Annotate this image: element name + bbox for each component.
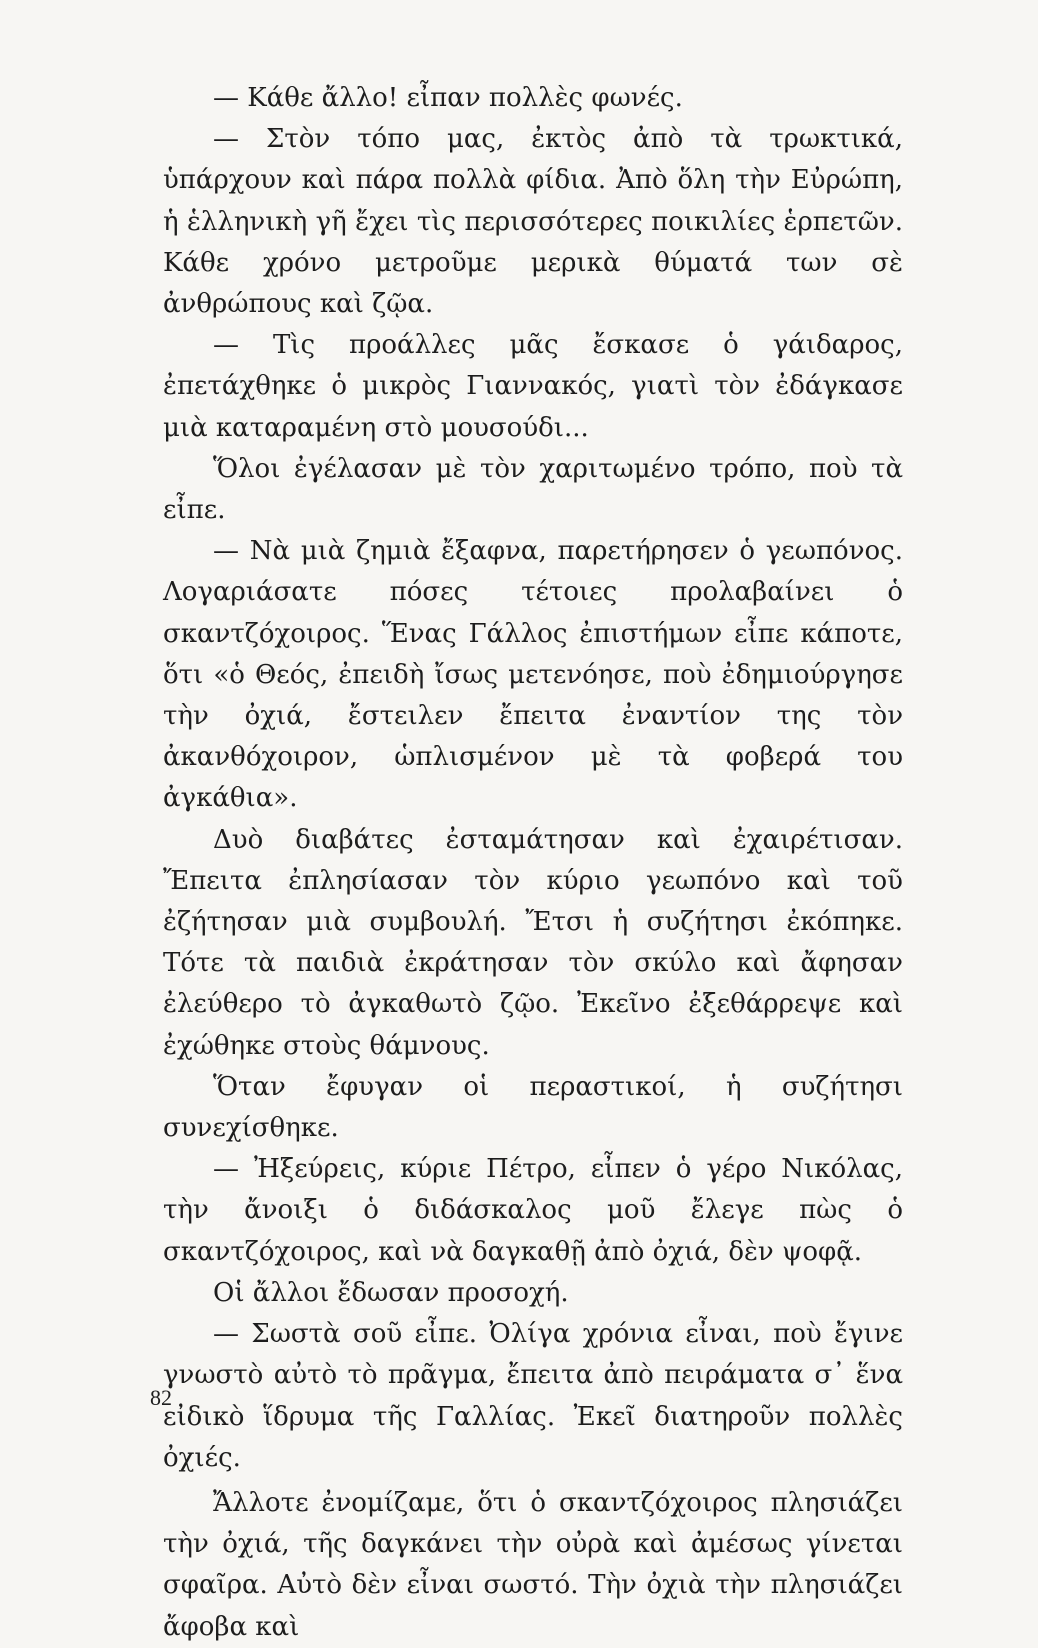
paragraph-1: — Κάθε ἄλλο! εἶπαν πολλὲς φωνές. bbox=[213, 83, 683, 113]
paragraph-10: — Σωστὰ σοῦ εἶπε. Ὀλίγα χρόνια εἶναι, ποὺ ἔγινε γνωστὸ αὐτὸ τὸ πρᾶγμα, ἔπειτα ἀπὸ πειράματα σ᾽ ἕνα εἰδικὸ ἵδρυμα τῆς Γαλλίας. Ἐκεῖ διατηροῦν πολλὲς ὀχιές. bbox=[163, 1319, 903, 1473]
paragraph-4: Ὅλοι ἐγέλασαν μὲ τὸν χαριτωμένο τρόπο, ποὺ τὰ εἶπε. bbox=[163, 453, 903, 526]
paragraph-7: Ὅταν ἔφυγαν οἱ περαστικοί, ἡ συζήτησι συνεχίσθηκε. bbox=[163, 1071, 903, 1144]
body-text bbox=[163, 78, 903, 1648]
paragraph-2: — Στὸν τόπο μας, ἐκτὸς ἀπὸ τὰ τρωκτικά, ὑπάρχουν καὶ πάρα πολλὰ φίδια. Ἀπὸ ὅλη τὴν Εὐρώπη, ἡ ἑλληνικὴ γῆ ἔχει τὶς περισσότερες ποικιλίες ἑρπετῶν. Κάθε χρόνο μετροῦμε μερικὰ θύματά των σὲ ἀνθρώπους καὶ ζῷα. bbox=[163, 124, 903, 320]
paragraph-5: — Νὰ μιὰ ζημιὰ ἔξαφνα, παρετήρησεν ὁ γεωπόνος. Λογαριάσατε πόσες τέτοιες προλαβαίνει ὁ σκαντζόχοιρος. Ἕνας Γάλλος ἐπιστήμων εἶπε κάποτε, ὅτι «ὁ Θεός, ἐπειδὴ ἴσως μετενόησε, ποὺ ἐδημιούργησε τὴν ὀχιά, ἔστειλεν ἔπειτα ἐναντίον της τὸν ἀκανθόχοιρον, ὡπλισμένον μὲ τὰ φοβερά του ἀγκάθια». bbox=[163, 536, 903, 814]
paragraph-3: — Τὶς προάλλες μᾶς ἔσκασε ὁ γάιδαρος, ἐπετάχθηκε ὁ μικρὸς Γιαννακός, γιατὶ τὸν ἐδάγκασε μιὰ καταραμένη στὸ μουσούδι... bbox=[163, 330, 903, 443]
page-number: 82 bbox=[150, 1385, 172, 1410]
paragraph-8: — Ἠξεύρεις, κύριε Πέτρο, εἶπεν ὁ γέρο Νικόλας, τὴν ἄνοιξι ὁ διδάσκαλος μοῦ ἔλεγε πὼς ὁ σκαντζόχοιρος, καὶ νὰ δαγκαθῇ ἀπὸ ὀχιά, δὲν ψοφᾷ. bbox=[163, 1154, 903, 1267]
paragraph-6: Δυὸ διαβάτες ἐσταμάτησαν καὶ ἐχαιρέτισαν. Ἔπειτα ἐπλησίασαν τὸν κύριο γεωπόνο καὶ τοῦ ἐζήτησαν μιὰ συμβουλή. Ἔτσι ἡ συζήτησι ἐκόπηκε. Τότε τὰ παιδιὰ ἐκράτησαν τὸν σκύλο καὶ ἄφησαν ἐλεύθερο τὸ ἀγκαθωτὸ ζῷο. Ἐκεῖνο ἐξεθάρρεψε καὶ ἐχώθηκε στοὺς θάμνους. bbox=[163, 824, 903, 1061]
paragraph-11: Ἄλλοτε ἐνομίζαμε, ὅτι ὁ σκαντζόχοιρος πλησιάζει τὴν ὀχιά, τῆς δαγκάνει τὴν οὐρὰ καὶ ἀμέσως γίνεται σφαῖρα. Αὐτὸ δὲν εἶναι σωστό. Τὴν ὀχιὰ τὴν πλησιάζει ἄφοβα καὶ bbox=[163, 1487, 903, 1642]
paragraph-9: Οἱ ἄλλοι ἔδωσαν προσοχή. bbox=[213, 1277, 569, 1308]
